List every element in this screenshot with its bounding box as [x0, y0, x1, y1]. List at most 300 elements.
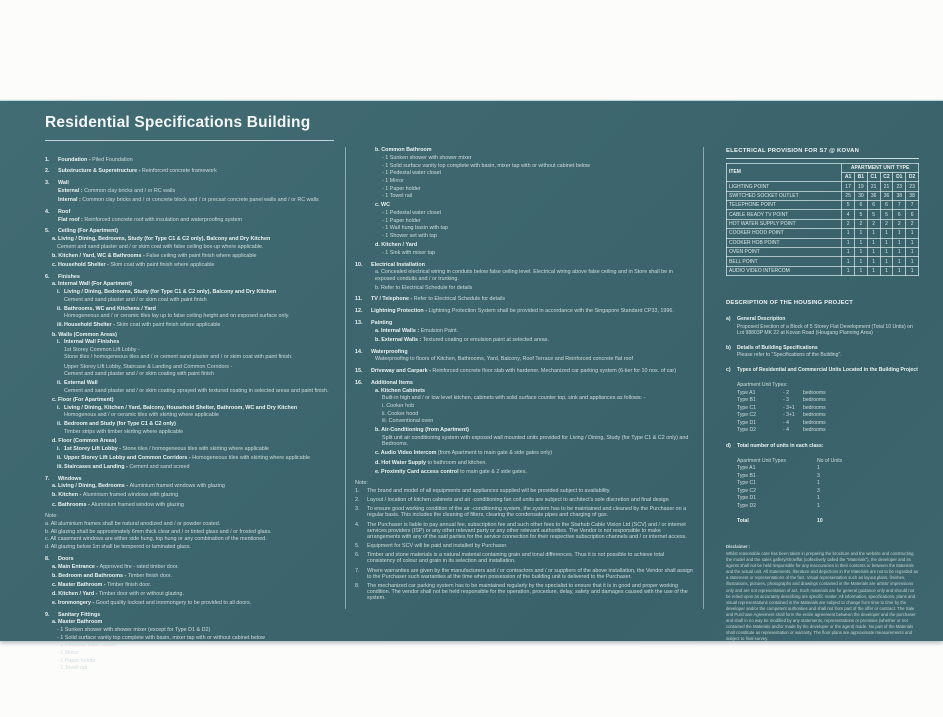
line-col: Type D2: [737, 427, 756, 434]
spec-line: [52, 332, 341, 338]
spec-line: [57, 244, 341, 250]
line-col: - 4: [783, 427, 789, 434]
table-cell-value: 38: [893, 191, 906, 200]
spec-line: [57, 405, 341, 411]
line-heading: Internal :: [58, 197, 83, 204]
line-col: Type C1: [737, 480, 756, 487]
line-marker: 3.: [355, 506, 360, 513]
line-text: - 1 Sink with mixer tap: [382, 249, 436, 256]
table-cell-item: HOT WATER SUPPLY POINT: [727, 219, 842, 228]
spec-line: [355, 488, 693, 494]
line-heading: Bathrooms, WC and Kitchens / Yard: [64, 305, 156, 312]
spec-line: [375, 269, 693, 282]
spec-line: [737, 352, 919, 358]
line-text: Cement and sand plaster and / or skim coating with paint finish: [64, 371, 214, 378]
line-heading: Substructure & Superstructure -: [58, 168, 142, 175]
spec-line: [375, 388, 693, 394]
line-heading: Roof: [58, 208, 71, 215]
line-col: 1: [817, 502, 820, 509]
line-heading: c. Household Shelter -: [52, 261, 111, 268]
table-row: [727, 257, 919, 266]
line-text: Where warranties are given by the manufacturers and / or contractors and / or suppliers of the above installation, the Vendor shall assign to the Purchaser such warranties at the time when possession of the building unit is delivered to the Purchaser.: [367, 567, 693, 580]
spec-line: [375, 328, 693, 334]
line-heading: Bedroom and Study (for Type C1 & C2 only): [64, 421, 176, 428]
table-cell-value: 1: [880, 229, 893, 238]
title-underline: [45, 140, 334, 141]
table-header-type: A1: [842, 172, 855, 181]
spec-line: [52, 438, 341, 444]
spec-line: [382, 395, 693, 401]
table-row: [727, 182, 919, 191]
table-cell-value: 1: [867, 266, 880, 275]
table-cell-item: AUDIO VIDEO INTERCOM: [727, 266, 842, 275]
line-text: - 1 Shower set with tap: [382, 233, 437, 240]
line-text: Equipment for SCV will be paid and installed by Purchaser.: [367, 543, 508, 550]
table-cell-value: 1: [906, 257, 919, 266]
line-text: - 1 Paper holder: [382, 217, 421, 224]
disclaimer-text: Whilst reasonable care has been taken in preparing the brochure and the website and constructing the model and the sales gallery/showflat (collectively called the "Materials"), the developer and its agents shall not be held responsible for any inaccuracies in their contents or between the Materials and the actual unit. All statements, literature and depictions in the Materials are not to be regarded as a statement or representations of the fact. Visual representation such as layout plans, finishes, illustrations, pictures, photographs and drawings contained in the Materials are artists' impressions only and are not representation of act. Such materials are for general guidance only and should not be relied upon as accurately describing are specific matter. All information, specifications, plans and visual representations contained in the Materials are subject to change from time to time by the developer and/or the competent authorities and shall not from part of the offer or contract. The Sale and Purchase Agreement shall form the entire agreement between the developer and the purchaser and shall in no way be modified by any statements, representations or promises (whether or not contained the Materials and/or made by the developer or the agent) made. No part of the Materials shall constitute as representation or warranty. The floor plans are approximate measurements and subject to final survey.: [726, 551, 919, 642]
spec-line: [382, 218, 693, 224]
spec-line: [52, 564, 341, 570]
table-cell-value: 1: [867, 257, 880, 266]
table-cell-item: LIGHTING POINT: [727, 182, 842, 191]
line-col: - 3: [783, 397, 789, 404]
line-marker: 3.: [45, 180, 50, 187]
table-cell-value: 1: [854, 247, 867, 256]
line-marker: 7.: [45, 475, 50, 482]
line-col: Type C2: [737, 412, 756, 419]
line-col: Type D1: [737, 419, 756, 426]
line-text: Stone tiles / homogeneous tiles and / or cement sand plaster and / or skim coat with paint finish.: [64, 354, 293, 361]
table-row: [727, 266, 919, 275]
spec-line: [57, 658, 341, 664]
housing-project-heading: DESCRIPTION OF THE HOUSING PROJECT: [726, 300, 853, 307]
spec-line: [375, 337, 693, 343]
spec-line: [45, 228, 341, 234]
line-col: Type D1: [737, 495, 756, 502]
table-cell-value: 1: [906, 266, 919, 275]
spec-line: [57, 322, 341, 328]
line-col: Type A1: [737, 389, 756, 396]
spec-line: [64, 313, 341, 319]
electrical-provision-table: [726, 163, 919, 277]
spec-line: [375, 356, 693, 362]
line-marker: 5.: [45, 228, 50, 235]
line-marker: 1.: [45, 156, 50, 163]
spec-line: [737, 488, 919, 494]
line-text: ii. Cooker hood: [382, 410, 419, 417]
line-col: - 4: [783, 419, 789, 426]
spec-line: [57, 455, 341, 461]
table-cell-value: 1: [893, 247, 906, 256]
spec-line: [45, 556, 341, 562]
table-cell-item: OVEN POINT: [727, 247, 842, 256]
line-heading: e. Proximity Card access control: [375, 468, 461, 475]
line-marker: 9.: [45, 611, 50, 618]
column-specs-2: [355, 146, 693, 602]
line-text: - 1 Wall hung basin with tap: [382, 225, 449, 232]
table-cell-value: 1: [842, 257, 855, 266]
line-text: Waterproofing to floors of Kitchen, Bathrooms, Yard, Balcony, Roof Terrace and Reinforced concrete flat roof: [375, 356, 633, 363]
line-heading: Living / Dining, Bedrooms, Study (for Type C1 & C2 only), Balcony and Dry Kitchen: [64, 289, 277, 296]
line-marker: 1.: [355, 488, 360, 495]
table-cell-item: COOKER HOOD POINT: [727, 229, 842, 238]
line-text: Built-in high and / or low level kitchen, cabinets with solid surface counter top, sink and appliances as follows: -: [382, 395, 646, 402]
line-text: The brand and model of all equipments and appliances supplied will be provided subject to availability.: [367, 488, 611, 495]
line-col: 3: [817, 472, 820, 479]
line-text: - 1 Towel rail: [382, 193, 413, 200]
table-cell-value: 1: [854, 266, 867, 275]
line-marker: 2.: [355, 497, 360, 504]
spec-line: [726, 345, 919, 351]
line-heading: b. External Walls :: [375, 336, 423, 343]
line-text: Piled Foundation: [92, 156, 133, 163]
line-text: Timber finish door.: [107, 581, 152, 588]
line-text: Cement and sand plaster and / or skim coating sprayed with textured coating in selected areas and paint finish.: [64, 387, 329, 394]
line-heading: b. Kitchen / Yard, WC & Bathrooms -: [52, 252, 147, 259]
spec-line: [45, 209, 341, 215]
line-col: - 3+1: [783, 412, 795, 419]
table-cell-value: 1: [854, 257, 867, 266]
line-col: bedrooms: [803, 389, 826, 396]
line-heading: b. Bedroom and Bathrooms -: [52, 572, 128, 579]
line-text: a. Concealed electrical wiring in conduits below false ceiling level. Electrical wiring above false ceiling and in Store shall be in exposed conduits and / or trunking.: [375, 269, 673, 282]
line-text: (from Apartment to main gate & side gates only): [437, 450, 553, 457]
line-text: Skim coat with paint finish where applicable: [116, 322, 221, 329]
line-heading: Driveway and Carpark -: [371, 368, 433, 375]
spec-line: [737, 390, 919, 396]
line-heading: Painting: [371, 320, 393, 327]
table-cell-value: 17: [842, 182, 855, 191]
line-heading: Internal Wall Finishes: [64, 339, 120, 346]
line-text: Approved fire - rated timber door.: [99, 563, 179, 570]
spec-line: [57, 380, 341, 386]
spec-line: [57, 642, 341, 648]
line-text: - 1 Paper holder: [382, 185, 421, 192]
spec-line: [382, 225, 693, 231]
line-text: Aluminium framed window with glazing: [91, 501, 184, 508]
line-text: Stone tiles / homogeneous tiles with skirting where applicable: [122, 445, 269, 452]
spec-line: [382, 186, 693, 192]
table-header-type: D2: [906, 172, 919, 181]
line-marker: 4.: [45, 208, 50, 215]
table-cell-value: 5: [842, 201, 855, 210]
line-text: - 1 Mirror: [57, 649, 79, 656]
specifications-panel: [0, 100, 943, 672]
line-col: Type D2: [737, 502, 756, 509]
column-specs-1: [45, 151, 341, 671]
table-row: [727, 191, 919, 200]
spec-line: [737, 518, 919, 524]
line-col: 1: [817, 495, 820, 502]
line-text: Cement and sand plaster and / or skim coat with paint finish: [64, 296, 207, 303]
line-heading: Living / Dining, Kitchen / Yard, Balcony, Household Shelter, Bathroom, WC and Dry Kitchen: [64, 404, 298, 411]
line-col: 1: [817, 465, 820, 472]
spec-line: [355, 368, 693, 374]
table-cell-value: 2: [880, 219, 893, 228]
line-text: Aluminium framed windows with glazing: [129, 483, 225, 490]
line-heading: a. Living / Dining, Bedrooms -: [52, 483, 130, 490]
spec-line: [375, 460, 693, 466]
table-cell-value: 6: [867, 201, 880, 210]
spec-line: [45, 476, 341, 482]
spec-line: [52, 281, 341, 287]
table-cell-item: SWITCHED SOCKET OUTLET: [727, 191, 842, 200]
line-heading: a. Main Entrance -: [52, 563, 100, 570]
spec-line: [737, 495, 919, 501]
table-row: [727, 210, 919, 219]
line-col: 10: [817, 517, 823, 524]
table-cell-value: 1: [880, 266, 893, 275]
line-text: - 1 Sunken shower with shower mixer: [382, 155, 472, 162]
line-heading: a. Kitchen Cabinets: [375, 387, 426, 394]
line-marker: 8.: [45, 555, 50, 562]
line-marker: 7.: [355, 567, 360, 574]
spec-line: [382, 210, 693, 216]
spec-line: [64, 388, 341, 394]
table-cell-value: 1: [842, 266, 855, 275]
line-col: bedrooms: [803, 404, 826, 411]
table-cell-value: 1: [906, 247, 919, 256]
line-heading: General Description: [737, 316, 786, 323]
line-text: Proposed Erection of a Block of 5 Storey Flat Development (Total 10 Units) on Lot 98803P MK 22 at Kovan Road (Hougang Planning Area): [737, 323, 913, 336]
line-text: False ceiling with paint finish where applicable: [146, 252, 257, 259]
spec-line: [45, 521, 341, 527]
line-heading: Wall: [58, 180, 69, 187]
line-marker: 16.: [355, 380, 363, 387]
line-heading: Details of Building Specifications: [737, 344, 818, 351]
line-text: Cement and sand screed: [129, 463, 190, 470]
table-cell-value: 1: [906, 238, 919, 247]
table-cell-value: 38: [906, 191, 919, 200]
line-text: b. Refer to Electrical Schedule for details: [375, 284, 473, 291]
spec-line: [382, 403, 693, 409]
spec-line: [45, 612, 341, 618]
line-heading: External :: [58, 187, 85, 194]
line-heading: c. Floor (For Apartment): [52, 396, 114, 403]
table-cell-value: 4: [842, 210, 855, 219]
table-cell-value: 1: [854, 238, 867, 247]
line-text: Aluminium framed windows with glazing: [82, 492, 179, 499]
line-marker: 5.: [355, 543, 360, 550]
spec-line: [64, 354, 341, 360]
spec-line: [375, 469, 693, 475]
spec-line: [57, 289, 341, 295]
table-cell-value: 25: [842, 191, 855, 200]
spec-line: [52, 236, 341, 242]
line-text: Apartment Unit Types:: [737, 382, 788, 389]
line-heading: a. Living / Dining, Bedrooms, Study (for Type C1 & C2 only), Balcony and Dry Kitchen: [52, 236, 271, 243]
spec-line: [737, 382, 919, 388]
spec-line: [57, 464, 341, 470]
table-cell-value: 1: [880, 257, 893, 266]
spec-line: [64, 412, 341, 418]
table-cell-value: 2: [854, 219, 867, 228]
line-col: - 2: [783, 389, 789, 396]
line-text: to main gate & 2 side gates.: [460, 468, 527, 475]
line-marker: ii.: [57, 380, 62, 387]
line-marker: i.: [57, 445, 60, 452]
spec-line: [52, 262, 341, 268]
line-text: Timber and stone materials is a natural material containing grain and tonal differences. Thus it is not possible to achieve total consistency of colour and grain in its selection and installation.: [367, 552, 665, 565]
line-text: Common clay bricks and / or RC walls: [84, 187, 176, 194]
line-heading: b. Kitchen -: [52, 492, 83, 499]
table-cell-item: COOKER HOB POINT: [727, 238, 842, 247]
line-col: Total: [737, 517, 749, 524]
spec-line: [355, 380, 693, 386]
disclaimer-block: [726, 544, 919, 643]
page-title: Residential Specifications Building: [45, 114, 311, 131]
line-text: Homogenous and / or ceramic tiles with skirting where applicable: [64, 412, 219, 419]
column-divider-2: [703, 147, 704, 609]
spec-line: [382, 170, 693, 176]
spec-line: [64, 364, 341, 370]
line-col: No of Units: [817, 457, 843, 464]
line-text: - 1 Mirror: [382, 178, 404, 185]
line-text: Please refer to "Specifications of the Building".: [737, 352, 842, 359]
table-cell-item: BELL POINT: [727, 257, 842, 266]
line-marker: d): [726, 442, 731, 449]
table-cell-value: 36: [880, 191, 893, 200]
table-cell-value: 1: [854, 229, 867, 238]
spec-line: [52, 582, 341, 588]
spec-line: [737, 324, 919, 336]
line-text: The Purchaser is liable to pay annual fee, subscription fee and such other fees to the Starhub Cable Vision Ltd (SCV) and / or internet services providers (ISP) or any other relevant party or any other relevant authorities. The Vendor is not responsible to make arrangements with any of the said parties for the service connection for their respective subscription channels and / or internet access.: [367, 521, 687, 541]
table-cell-value: 2: [893, 219, 906, 228]
line-marker: 13.: [355, 320, 363, 327]
line-text: - 1 Pedestal water closet: [382, 210, 442, 217]
spec-line: [57, 650, 341, 656]
line-text: Textured coating or emulsion paint at selected areas.: [422, 336, 549, 343]
line-text: Reinforced concrete floor slab with hardener. Mechanized car parking system (6-tier for 10 nos. of car): [432, 368, 677, 375]
line-col: bedrooms: [803, 419, 826, 426]
table-cell-value: 23: [893, 182, 906, 191]
spec-line: [52, 502, 341, 508]
housing-project-details: [726, 316, 919, 524]
line-text: To ensure good working condition of the air -conditioning system, the system has to be maintained and cleaned by the Purchaser on a regular basis. This includes the cleaning of filters, clearing the condensate pipes and charging of gas.: [367, 506, 687, 519]
line-col: - 3+1: [783, 404, 795, 411]
spec-line: [737, 397, 919, 403]
disclaimer-heading: Disclaimer :: [726, 543, 751, 549]
line-text: Refer to Electrical Schedule for details: [413, 296, 506, 303]
line-heading: 1st Storey Lift Lobby -: [64, 445, 123, 452]
line-text: Note:: [45, 513, 58, 520]
table-cell-value: 6: [880, 201, 893, 210]
line-text: i. Cooker hob: [382, 403, 415, 410]
table-cell-value: 1: [880, 238, 893, 247]
spec-line: [355, 320, 693, 326]
table-header-type: C1: [867, 172, 880, 181]
line-heading: Foundation -: [58, 156, 93, 163]
table-cell-value: 1: [867, 247, 880, 256]
spec-line: [45, 157, 341, 163]
line-marker: ii.: [57, 454, 62, 461]
line-heading: b. Walls (Common Areas): [52, 331, 117, 338]
spec-line: [57, 421, 341, 427]
column-divider-1: [345, 147, 346, 609]
table-header-type: D1: [893, 172, 906, 181]
spec-line: [382, 418, 693, 424]
table-cell-value: 5: [880, 210, 893, 219]
table-header-item: ITEM: [727, 163, 842, 182]
line-marker: b): [726, 344, 731, 351]
line-heading: Types of Residential and Commercial Units Located in the Building Project: [737, 367, 918, 374]
table-cell-value: 6: [854, 201, 867, 210]
spec-line: [64, 371, 341, 377]
spec-line: [64, 347, 341, 353]
spec-line: [355, 349, 693, 355]
line-text: - 1 Pedestal water closet: [382, 170, 442, 177]
line-text: Homogeneous tiles with skirting where applicable: [192, 454, 310, 461]
table-cell-value: 1: [880, 247, 893, 256]
line-heading: b. Common Bathroom: [375, 147, 432, 154]
spec-line: [52, 492, 341, 498]
spec-line: [355, 552, 693, 565]
table-cell-value: 1: [867, 238, 880, 247]
spec-line: [355, 583, 693, 602]
spec-line: [382, 178, 693, 184]
line-marker: ii.: [57, 421, 62, 428]
line-text: Reinforced concrete framework: [141, 168, 217, 175]
line-marker: i.: [57, 404, 60, 411]
line-text: 1st Storey Common Lift Lobby -: [64, 346, 140, 353]
spec-line: [45, 180, 341, 186]
table-row: [727, 229, 919, 238]
line-text: Split unit air conditioning system with exposed wall mounted units provided for Living / Dining, Study (for Type C1 & C2 only) and Bedrooms.: [382, 435, 689, 448]
line-text: - 1 Solid surface vanity top complete with basin, mixer tap with or without cabinet below: [57, 634, 265, 641]
line-heading: Staircases and Landing -: [64, 463, 130, 470]
line-marker: 4.: [355, 521, 360, 528]
table-cell-value: 2: [842, 219, 855, 228]
line-heading: TV / Telephone -: [371, 296, 414, 303]
spec-line: [45, 536, 341, 542]
table-cell-value: 23: [906, 182, 919, 191]
spec-line: [355, 543, 693, 549]
line-marker: iii.: [57, 463, 63, 470]
line-heading: Lightning Protection -: [371, 308, 429, 315]
table-cell-value: 30: [854, 191, 867, 200]
line-text: b. All glazing shall be approximately 6mm thick clear and / or tinted glass and / or frosted glass.: [45, 528, 272, 535]
spec-line: [737, 458, 919, 464]
table-cell-value: 1: [893, 238, 906, 247]
spec-line: [355, 480, 693, 486]
line-marker: 12.: [355, 308, 363, 315]
table-header-row: [727, 163, 919, 172]
line-heading: c. WC: [375, 202, 390, 209]
line-text: to bathroom and kitchen.: [427, 459, 487, 466]
table-header-type: B1: [854, 172, 867, 181]
table-header-unit-type: APARTMENT UNIT TYPE: [842, 163, 919, 172]
spec-line: [726, 367, 919, 373]
table-row: [727, 247, 919, 256]
table-cell-value: 1: [893, 229, 906, 238]
spec-line: [57, 635, 341, 641]
table-cell-value: 5: [854, 210, 867, 219]
spec-line: [52, 600, 341, 606]
spec-line: [382, 193, 693, 199]
line-heading: Additional Items: [371, 380, 413, 387]
line-marker: 6.: [355, 552, 360, 559]
spec-line: [355, 296, 693, 302]
spec-line: [45, 529, 341, 535]
spec-line: [737, 405, 919, 411]
line-marker: i.: [57, 339, 60, 346]
table-cell-value: 1: [842, 247, 855, 256]
line-heading: Sanitary Fittings: [58, 611, 101, 618]
line-text: Reinforced concrete roof with insulation and waterproofing system: [84, 216, 242, 223]
spec-line: [45, 274, 341, 280]
line-heading: d. Floor (Common Areas): [52, 438, 117, 445]
